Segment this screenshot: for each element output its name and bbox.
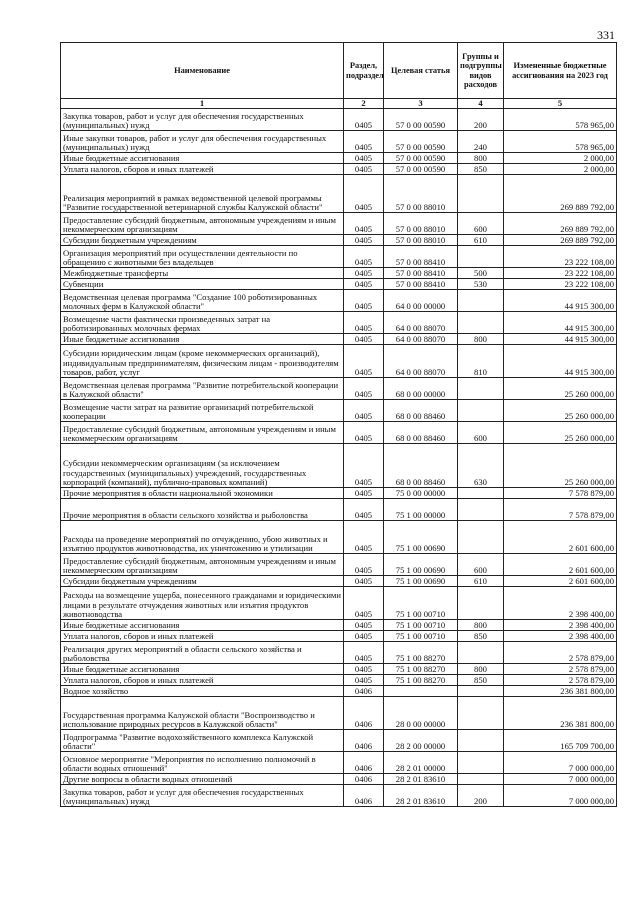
row-name-cell: Реализация других мероприятий в области сельского хозяйства и рыболовства — [61, 642, 344, 664]
row-target-cell: 28 2 00 00000 — [384, 730, 458, 752]
row-group-cell — [458, 642, 504, 664]
row-group-cell: 800 — [458, 334, 504, 345]
header-section: Раздел, подраздел — [344, 43, 384, 99]
table-row — [61, 675, 617, 686]
row-target-cell: 75 1 00 00690 — [384, 554, 458, 576]
row-target-cell: 75 1 00 00690 — [384, 521, 458, 554]
row-group-cell — [458, 587, 504, 620]
row-name-cell: Государственная программа Калужской области "Воспроизводство и использование природных ресурсов в Калужской области" — [61, 697, 344, 730]
row-target-cell: 64 0 00 88070 — [384, 345, 458, 378]
row-amount-cell: 44 915 300,00 — [504, 290, 617, 312]
table-header-row — [61, 43, 617, 99]
row-section-cell: 0405 — [344, 164, 384, 175]
table-row — [61, 576, 617, 587]
table-body — [61, 109, 617, 807]
row-name-cell: Межбюджетные трансферты — [61, 268, 344, 279]
row-section-cell: 0405 — [344, 246, 384, 268]
row-group-cell: 600 — [458, 213, 504, 235]
table-row — [61, 378, 617, 400]
row-group-cell — [458, 752, 504, 774]
row-group-cell: 600 — [458, 422, 504, 444]
table-row — [61, 499, 617, 521]
row-amount-cell: 2 000,00 — [504, 153, 617, 164]
row-target-cell: 64 0 00 88070 — [384, 334, 458, 345]
row-section-cell: 0405 — [344, 554, 384, 576]
row-group-cell: 600 — [458, 554, 504, 576]
row-name-cell: Субсидии бюджетным учреждениям — [61, 576, 344, 587]
row-group-cell — [458, 686, 504, 697]
row-amount-cell: 269 889 792,00 — [504, 235, 617, 246]
row-group-cell: 850 — [458, 631, 504, 642]
table-row — [61, 312, 617, 334]
row-section-cell: 0405 — [344, 175, 384, 213]
row-target-cell: 28 2 01 83610 — [384, 774, 458, 785]
row-amount-cell: 2 398 400,00 — [504, 631, 617, 642]
table-row — [61, 631, 617, 642]
row-section-cell: 0405 — [344, 664, 384, 675]
row-section-cell: 0405 — [344, 290, 384, 312]
row-section-cell: 0405 — [344, 444, 384, 488]
row-amount-cell: 2 000,00 — [504, 164, 617, 175]
row-section-cell: 0405 — [344, 675, 384, 686]
row-amount-cell: 44 915 300,00 — [504, 345, 617, 378]
row-target-cell: 57 0 00 88410 — [384, 268, 458, 279]
row-target-cell: 57 0 00 00590 — [384, 153, 458, 164]
row-amount-cell: 2 601 600,00 — [504, 521, 617, 554]
row-section-cell: 0405 — [344, 521, 384, 554]
row-target-cell: 75 1 00 00000 — [384, 499, 458, 521]
header-target: Целевая статья — [384, 43, 458, 99]
table-row — [61, 488, 617, 499]
row-target-cell: 57 0 00 88010 — [384, 175, 458, 213]
row-group-cell: 240 — [458, 131, 504, 153]
row-group-cell — [458, 521, 504, 554]
row-section-cell: 0405 — [344, 587, 384, 620]
index-cell: 4 — [458, 99, 504, 109]
index-cell: 5 — [504, 99, 617, 109]
page-number: 331 — [597, 28, 615, 42]
table-row — [61, 345, 617, 378]
table-row — [61, 730, 617, 752]
row-name-cell: Подпрограмма "Развитие водохозяйственного комплекса Калужской области" — [61, 730, 344, 752]
row-target-cell: 75 1 00 00710 — [384, 620, 458, 631]
row-amount-cell: 25 260 000,00 — [504, 378, 617, 400]
row-name-cell: Ведомственная целевая программа "Создание 100 роботизированных молочных ферм в Калужской области" — [61, 290, 344, 312]
row-section-cell: 0405 — [344, 400, 384, 422]
index-cell: 2 — [344, 99, 384, 109]
table-row — [61, 697, 617, 730]
row-group-cell: 800 — [458, 153, 504, 164]
row-target-cell: 57 0 00 88010 — [384, 213, 458, 235]
row-group-cell — [458, 290, 504, 312]
row-target-cell: 57 0 00 88410 — [384, 279, 458, 290]
row-section-cell: 0405 — [344, 279, 384, 290]
row-amount-cell: 2 578 879,00 — [504, 642, 617, 664]
row-name-cell: Расходы на проведение мероприятий по отчуждению, убою животных и изъятию продуктов животноводства, их уничтожению и утилизации — [61, 521, 344, 554]
row-section-cell: 0405 — [344, 334, 384, 345]
row-section-cell: 0405 — [344, 642, 384, 664]
budget-table — [60, 42, 617, 807]
row-target-cell: 75 1 00 00690 — [384, 576, 458, 587]
row-group-cell: 850 — [458, 675, 504, 686]
row-section-cell: 0406 — [344, 785, 384, 807]
table-row — [61, 175, 617, 213]
row-amount-cell: 2 601 600,00 — [504, 576, 617, 587]
row-section-cell: 0406 — [344, 686, 384, 697]
row-group-cell — [458, 730, 504, 752]
table-row — [61, 400, 617, 422]
table-row — [61, 246, 617, 268]
row-group-cell: 850 — [458, 164, 504, 175]
row-name-cell: Иные бюджетные ассигнования — [61, 664, 344, 675]
row-section-cell: 0405 — [344, 576, 384, 587]
table-row — [61, 213, 617, 235]
row-target-cell: 68 0 00 88460 — [384, 444, 458, 488]
table-row — [61, 785, 617, 807]
row-section-cell: 0406 — [344, 697, 384, 730]
row-name-cell: Иные закупки товаров, работ и услуг для обеспечения государственных (муниципальных) нужд — [61, 131, 344, 153]
row-amount-cell: 7 578 879,00 — [504, 499, 617, 521]
table-row — [61, 587, 617, 620]
table-row — [61, 686, 617, 697]
row-section-cell: 0405 — [344, 378, 384, 400]
row-target-cell: 57 0 00 00590 — [384, 131, 458, 153]
table-row — [61, 109, 617, 131]
row-group-cell: 200 — [458, 785, 504, 807]
row-amount-cell: 25 260 000,00 — [504, 400, 617, 422]
row-group-cell — [458, 400, 504, 422]
row-group-cell — [458, 488, 504, 499]
header-groups: Группы и подгруппы видов расходов — [458, 43, 504, 99]
row-target-cell: 28 2 01 00000 — [384, 752, 458, 774]
row-amount-cell: 7 000 000,00 — [504, 774, 617, 785]
row-amount-cell: 578 965,00 — [504, 109, 617, 131]
row-target-cell: 75 1 00 88270 — [384, 664, 458, 675]
table-row — [61, 268, 617, 279]
row-target-cell: 75 1 00 00710 — [384, 631, 458, 642]
row-name-cell: Иные бюджетные ассигнования — [61, 153, 344, 164]
row-name-cell: Уплата налогов, сборов и иных платежей — [61, 631, 344, 642]
row-group-cell — [458, 246, 504, 268]
row-target-cell: 28 0 00 00000 — [384, 697, 458, 730]
header-amount: Измененные бюджетные ассигнования на 2023 год — [504, 43, 617, 99]
row-amount-cell: 23 222 108,00 — [504, 279, 617, 290]
row-name-cell: Уплата налогов, сборов и иных платежей — [61, 164, 344, 175]
row-group-cell: 530 — [458, 279, 504, 290]
table-row — [61, 235, 617, 246]
table-row — [61, 444, 617, 488]
row-section-cell: 0405 — [344, 620, 384, 631]
row-amount-cell: 269 889 792,00 — [504, 175, 617, 213]
row-name-cell: Прочие мероприятия в области сельского хозяйства и рыболовства — [61, 499, 344, 521]
row-group-cell — [458, 697, 504, 730]
row-target-cell: 68 0 00 00000 — [384, 378, 458, 400]
row-name-cell: Предоставление субсидий бюджетным, автономным учреждениям и иным некоммерческим организациям — [61, 422, 344, 444]
row-group-cell: 200 — [458, 109, 504, 131]
row-target-cell: 75 1 00 88270 — [384, 675, 458, 686]
row-amount-cell: 578 965,00 — [504, 131, 617, 153]
row-section-cell: 0405 — [344, 312, 384, 334]
row-name-cell: Возмещение части фактически произведенных затрат на роботизированных молочных фермах — [61, 312, 344, 334]
row-name-cell: Другие вопросы в области водных отношений — [61, 774, 344, 785]
row-section-cell: 0405 — [344, 268, 384, 279]
row-section-cell: 0405 — [344, 131, 384, 153]
table-row — [61, 664, 617, 675]
row-group-cell: 610 — [458, 235, 504, 246]
row-target-cell: 28 2 01 83610 — [384, 785, 458, 807]
row-name-cell: Реализация мероприятий в рамках ведомственной целевой программы "Развитие государственной ветеринарной службы Калужской области" — [61, 175, 344, 213]
row-name-cell: Прочие мероприятия в области национальной экономики — [61, 488, 344, 499]
row-section-cell: 0405 — [344, 499, 384, 521]
row-section-cell: 0405 — [344, 422, 384, 444]
row-group-cell: 500 — [458, 268, 504, 279]
table-row — [61, 774, 617, 785]
row-amount-cell: 25 260 000,00 — [504, 422, 617, 444]
row-amount-cell: 165 709 700,00 — [504, 730, 617, 752]
row-amount-cell: 7 000 000,00 — [504, 752, 617, 774]
row-group-cell — [458, 774, 504, 785]
row-section-cell: 0406 — [344, 774, 384, 785]
row-group-cell: 610 — [458, 576, 504, 587]
row-group-cell: 800 — [458, 620, 504, 631]
row-name-cell: Субсидии юридическим лицам (кроме некоммерческих организаций), индивидуальным предпринимателям, физическим лицам - производителям товаров, работ, услуг — [61, 345, 344, 378]
row-name-cell: Расходы на возмещение ущерба, понесенного гражданами и юридическими лицами в результате отчуждения животных или изъятия продуктов животноводства — [61, 587, 344, 620]
header-name: Наименование — [61, 43, 344, 99]
row-name-cell: Субсидии бюджетным учреждениям — [61, 235, 344, 246]
row-amount-cell: 236 381 800,00 — [504, 686, 617, 697]
column-index-row — [61, 99, 617, 109]
table-row — [61, 521, 617, 554]
row-name-cell: Основное мероприятие "Мероприятия по исполнению полномочий в области водных отношений" — [61, 752, 344, 774]
row-name-cell: Предоставление субсидий бюджетным, автономным учреждениям и иным некоммерческим организациям — [61, 554, 344, 576]
row-amount-cell: 2 578 879,00 — [504, 664, 617, 675]
row-target-cell: 68 0 00 88460 — [384, 422, 458, 444]
row-group-cell: 810 — [458, 345, 504, 378]
row-amount-cell: 2 398 400,00 — [504, 620, 617, 631]
row-amount-cell: 7 000 000,00 — [504, 785, 617, 807]
row-amount-cell: 23 222 108,00 — [504, 246, 617, 268]
index-cell: 3 — [384, 99, 458, 109]
row-target-cell: 75 1 00 00710 — [384, 587, 458, 620]
row-section-cell: 0405 — [344, 153, 384, 164]
row-name-cell: Водное хозяйство — [61, 686, 344, 697]
row-target-cell: 68 0 00 88460 — [384, 400, 458, 422]
table-row — [61, 642, 617, 664]
row-amount-cell: 25 260 000,00 — [504, 444, 617, 488]
table-row — [61, 290, 617, 312]
table-row — [61, 279, 617, 290]
row-target-cell: 64 0 00 00000 — [384, 290, 458, 312]
row-name-cell: Предоставление субсидий бюджетным, автономным учреждениям и иным некоммерческим организациям — [61, 213, 344, 235]
row-group-cell — [458, 378, 504, 400]
row-amount-cell: 269 889 792,00 — [504, 213, 617, 235]
row-section-cell: 0406 — [344, 752, 384, 774]
row-amount-cell: 2 601 600,00 — [504, 554, 617, 576]
row-group-cell — [458, 312, 504, 334]
row-name-cell: Субсидии некоммерческим организациям (за исключением государственных (муниципальных) учреждений, государственных корпораций (компаний), публично-правовых компаний) — [61, 444, 344, 488]
row-group-cell: 630 — [458, 444, 504, 488]
table-row — [61, 554, 617, 576]
row-amount-cell: 44 915 300,00 — [504, 334, 617, 345]
row-name-cell: Субвенции — [61, 279, 344, 290]
row-amount-cell: 23 222 108,00 — [504, 268, 617, 279]
row-amount-cell: 2 398 400,00 — [504, 587, 617, 620]
table-row — [61, 334, 617, 345]
table-row — [61, 752, 617, 774]
row-name-cell: Закупка товаров, работ и услуг для обеспечения государственных (муниципальных) нужд — [61, 785, 344, 807]
row-target-cell: 57 0 00 00590 — [384, 164, 458, 175]
table-row — [61, 131, 617, 153]
row-group-cell — [458, 499, 504, 521]
row-section-cell: 0405 — [344, 345, 384, 378]
row-group-cell — [458, 175, 504, 213]
row-section-cell: 0406 — [344, 730, 384, 752]
row-amount-cell: 7 578 879,00 — [504, 488, 617, 499]
table-row — [61, 164, 617, 175]
row-target-cell — [384, 686, 458, 697]
row-name-cell: Возмещение части затрат на развитие организаций потребительской кооперации — [61, 400, 344, 422]
row-target-cell: 75 1 00 88270 — [384, 642, 458, 664]
row-target-cell: 57 0 00 88410 — [384, 246, 458, 268]
row-name-cell: Организация мероприятий при осуществлении деятельности по обращению с животными без владельцев — [61, 246, 344, 268]
row-amount-cell: 44 915 300,00 — [504, 312, 617, 334]
row-amount-cell: 236 381 800,00 — [504, 697, 617, 730]
row-section-cell: 0405 — [344, 213, 384, 235]
row-name-cell: Иные бюджетные ассигнования — [61, 334, 344, 345]
table-row — [61, 620, 617, 631]
row-target-cell: 75 0 00 00000 — [384, 488, 458, 499]
row-name-cell: Иные бюджетные ассигнования — [61, 620, 344, 631]
row-section-cell: 0405 — [344, 488, 384, 499]
row-section-cell: 0405 — [344, 631, 384, 642]
row-name-cell: Уплата налогов, сборов и иных платежей — [61, 675, 344, 686]
row-name-cell: Закупка товаров, работ и услуг для обеспечения государственных (муниципальных) нужд — [61, 109, 344, 131]
row-target-cell: 64 0 00 88070 — [384, 312, 458, 334]
row-name-cell: Ведомственная целевая программа "Развитие потребительской кооперации в Калужской области" — [61, 378, 344, 400]
row-amount-cell: 2 578 879,00 — [504, 675, 617, 686]
table-row — [61, 422, 617, 444]
table-row — [61, 153, 617, 164]
row-section-cell: 0405 — [344, 109, 384, 131]
row-section-cell: 0405 — [344, 235, 384, 246]
row-group-cell: 800 — [458, 664, 504, 675]
index-cell: 1 — [61, 99, 344, 109]
row-target-cell: 57 0 00 88010 — [384, 235, 458, 246]
row-target-cell: 57 0 00 00590 — [384, 109, 458, 131]
